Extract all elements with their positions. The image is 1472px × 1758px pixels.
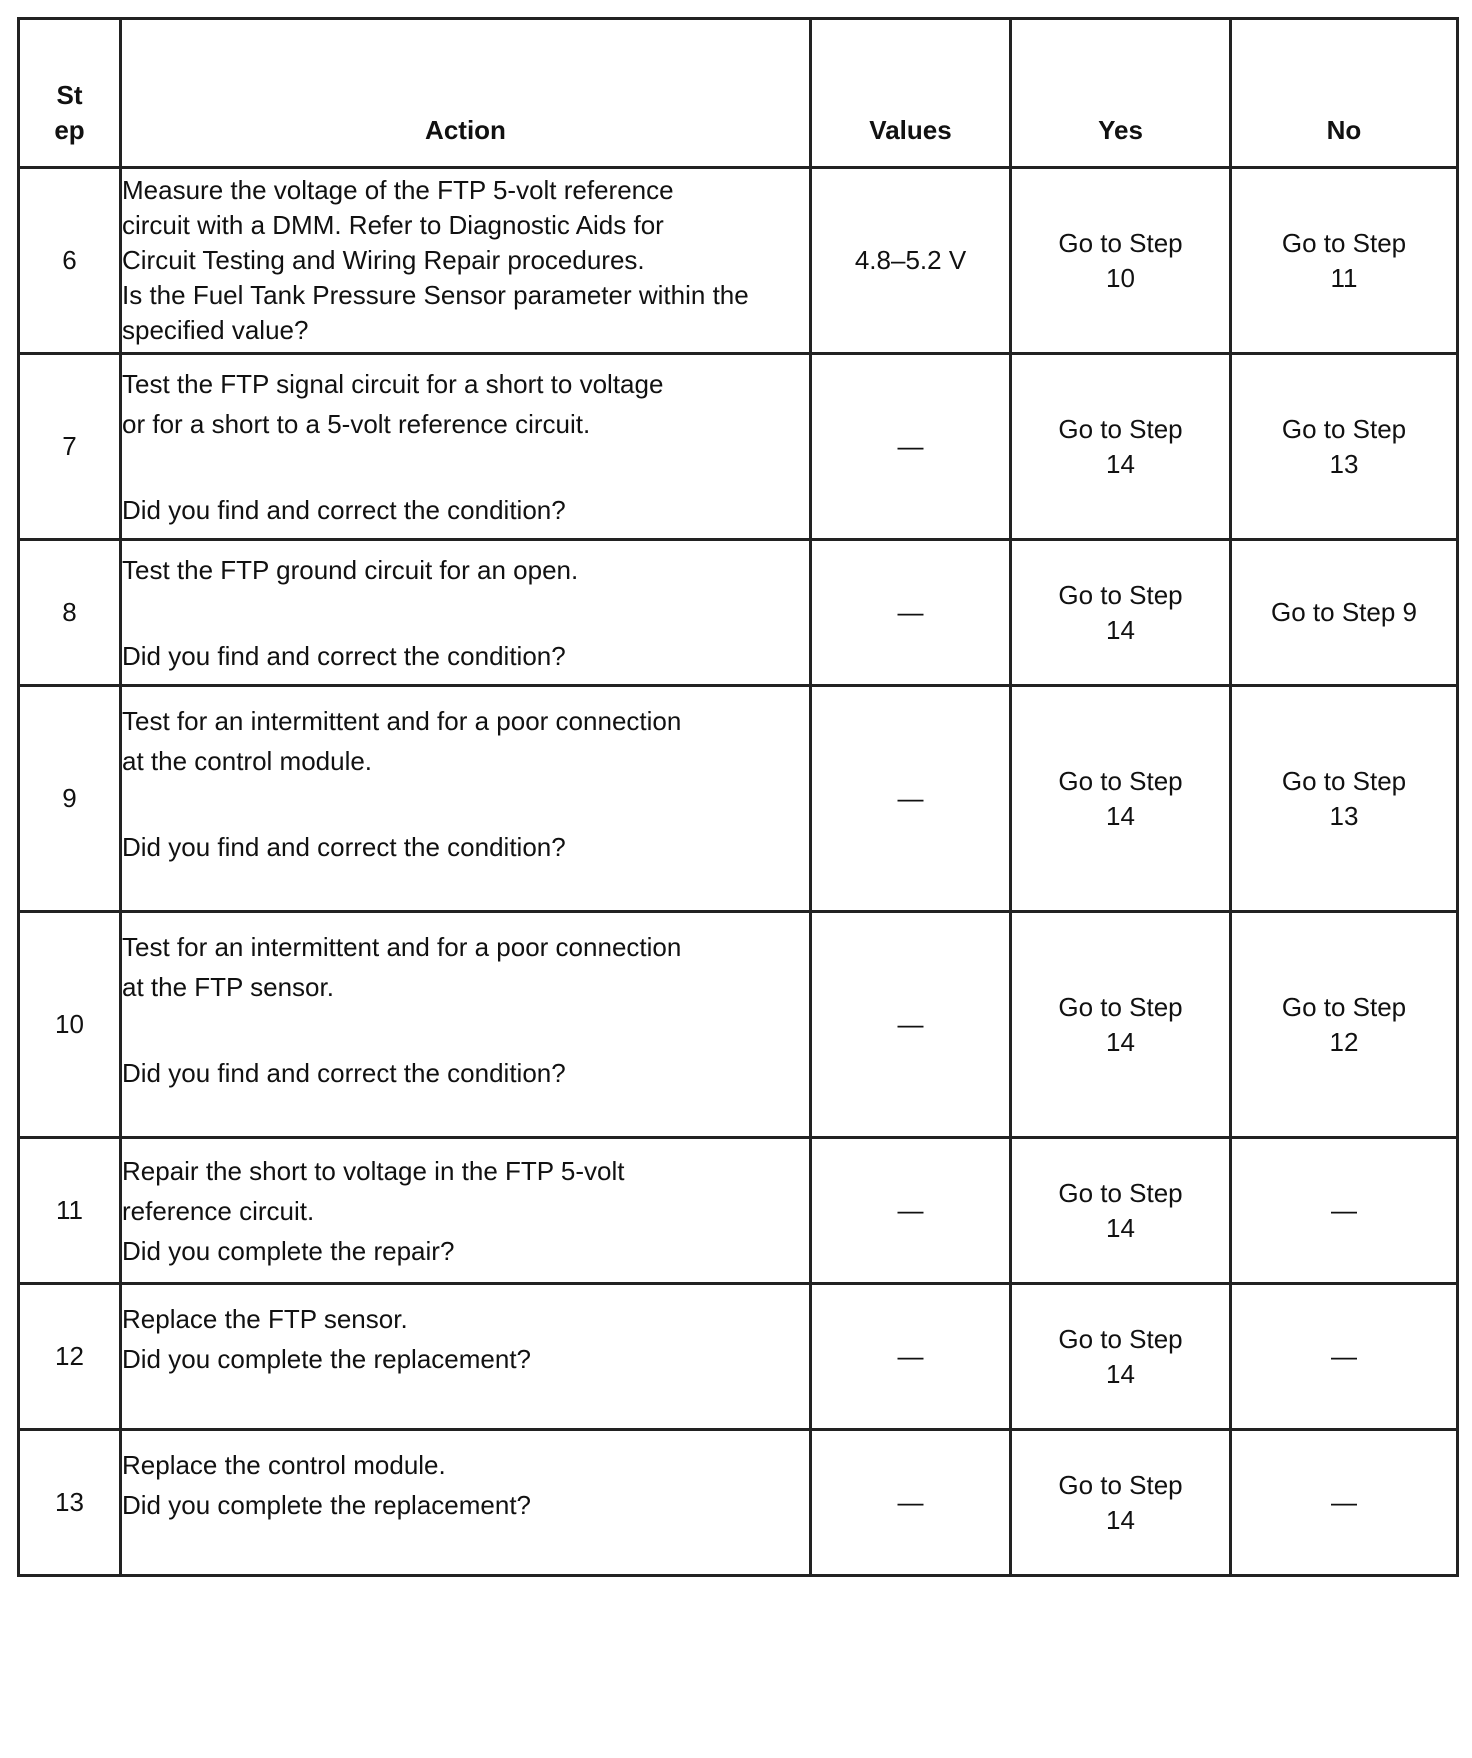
action-line: or for a short to a 5-volt reference circuit. xyxy=(122,408,591,439)
action-line: Measure the voltage of the FTP 5-volt reference xyxy=(122,175,674,205)
yes-line: Go to Step xyxy=(1058,413,1183,444)
step-number: 10 xyxy=(19,912,121,1138)
action-line: Is the Fuel Tank Pressure Sensor parameter within the xyxy=(122,280,749,310)
action-cell xyxy=(121,1138,811,1284)
step-number: 11 xyxy=(19,1138,121,1284)
value-cell: 4.8–5.2 V xyxy=(811,168,1011,354)
no-line: Go to Step xyxy=(1281,413,1407,444)
no-line: Go to Step 9 xyxy=(1271,597,1417,627)
yes-step: 14 xyxy=(1106,1504,1135,1535)
step-number: 13 xyxy=(19,1430,121,1576)
value-cell: — xyxy=(811,912,1011,1138)
action-line: circuit with a DMM. Refer to Diagnostic Aids for xyxy=(122,210,664,240)
action-line: Did you find and correct the condition? xyxy=(122,1058,566,1088)
value-cell: — xyxy=(811,540,1011,686)
action-line: Did you find and correct the condition? xyxy=(122,832,566,862)
action-line: Test for an intermittent and for a poor connection xyxy=(122,706,682,736)
yes-cell xyxy=(1011,354,1231,540)
yes-step: 14 xyxy=(1106,448,1135,479)
step-number: 6 xyxy=(19,168,121,354)
action-cell xyxy=(121,168,811,354)
action-line: Did you find and correct the condition? xyxy=(122,640,566,671)
action-line: Test the FTP signal circuit for a short to voltage xyxy=(122,368,664,399)
no-cell xyxy=(1231,686,1458,912)
action-cell xyxy=(121,1284,811,1430)
yes-cell xyxy=(1011,686,1231,912)
table-row xyxy=(19,1138,1458,1284)
no-line: Go to Step xyxy=(1281,765,1407,796)
yes-line: Go to Step xyxy=(1058,227,1183,258)
yes-cell xyxy=(1011,540,1231,686)
yes-step: 14 xyxy=(1106,1212,1135,1243)
action-line: Test the FTP ground circuit for an open. xyxy=(122,554,579,585)
action-line: reference circuit. xyxy=(122,1195,315,1226)
yes-cell xyxy=(1011,1284,1231,1430)
action-line: at the FTP sensor. xyxy=(122,972,334,1002)
no-step: 13 xyxy=(1329,800,1359,831)
step-number: 7 xyxy=(19,354,121,540)
no-cell xyxy=(1231,1138,1458,1284)
action-line: Replace the control module. xyxy=(122,1450,446,1480)
header-action: Action xyxy=(121,19,811,168)
no-cell xyxy=(1231,912,1458,1138)
yes-cell xyxy=(1011,1138,1231,1284)
spacer xyxy=(122,444,809,490)
action-cell xyxy=(121,354,811,540)
action-line: Repair the short to voltage in the FTP 5-volt xyxy=(122,1155,625,1186)
yes-line: Go to Step xyxy=(1058,991,1183,1022)
no-line: — xyxy=(1331,1487,1357,1517)
yes-cell xyxy=(1011,168,1231,354)
table-row xyxy=(19,540,1458,686)
value-cell: — xyxy=(811,354,1011,540)
header-step-line-2: ep xyxy=(54,115,85,145)
step-number: 8 xyxy=(19,540,121,686)
yes-line: Go to Step xyxy=(1058,1323,1183,1354)
no-line: — xyxy=(1331,1195,1357,1225)
header-yes: Yes xyxy=(1011,19,1231,168)
no-line: — xyxy=(1331,1341,1357,1371)
no-cell xyxy=(1231,168,1458,354)
action-line: at the control module. xyxy=(122,746,373,776)
action-cell xyxy=(121,912,811,1138)
yes-cell xyxy=(1011,912,1231,1138)
header-values: Values xyxy=(811,19,1011,168)
no-cell xyxy=(1231,354,1458,540)
action-line: Did you complete the repair? xyxy=(122,1235,455,1266)
no-cell xyxy=(1231,1430,1458,1576)
table-row xyxy=(19,168,1458,354)
no-step: 12 xyxy=(1329,1026,1359,1057)
action-cell xyxy=(121,540,811,686)
yes-line: Go to Step xyxy=(1058,579,1183,610)
no-step: 11 xyxy=(1330,262,1358,293)
action-line: Did you find and correct the condition? xyxy=(122,494,566,525)
header-step xyxy=(19,19,121,168)
yes-line: Go to Step xyxy=(1058,765,1183,796)
action-cell xyxy=(121,1430,811,1576)
diagnostic-table xyxy=(17,17,1459,1577)
spacer xyxy=(122,1007,809,1053)
yes-step: 14 xyxy=(1106,1026,1135,1057)
yes-line: Go to Step xyxy=(1058,1469,1183,1500)
value-cell: — xyxy=(811,686,1011,912)
yes-cell xyxy=(1011,1430,1231,1576)
no-cell xyxy=(1231,540,1458,686)
yes-line: Go to Step xyxy=(1058,1177,1183,1208)
table-row xyxy=(19,1430,1458,1576)
no-step: 13 xyxy=(1329,448,1359,479)
yes-step: 14 xyxy=(1106,1358,1135,1389)
yes-step: 10 xyxy=(1106,262,1135,293)
value-cell: — xyxy=(811,1284,1011,1430)
action-line: Did you complete the replacement? xyxy=(122,1490,532,1520)
header-no: No xyxy=(1231,19,1458,168)
no-cell xyxy=(1231,1284,1458,1430)
no-line: Go to Step xyxy=(1281,991,1407,1022)
value-cell: — xyxy=(811,1430,1011,1576)
header-row xyxy=(19,19,1458,168)
action-line: Test for an intermittent and for a poor connection xyxy=(122,932,682,962)
yes-step: 14 xyxy=(1106,800,1135,831)
step-number: 9 xyxy=(19,686,121,912)
action-line: Did you complete the replacement? xyxy=(122,1344,532,1374)
spacer xyxy=(122,590,809,636)
action-cell xyxy=(121,686,811,912)
table-row xyxy=(19,912,1458,1138)
table-row xyxy=(19,686,1458,912)
action-line: Replace the FTP sensor. xyxy=(122,1304,408,1334)
header-step-line-1: St xyxy=(56,80,83,110)
action-line: specified value? xyxy=(122,315,309,345)
spacer xyxy=(122,781,809,827)
yes-step: 14 xyxy=(1106,614,1135,645)
value-cell: — xyxy=(811,1138,1011,1284)
action-line: Circuit Testing and Wiring Repair procedures. xyxy=(122,245,645,275)
no-line: Go to Step xyxy=(1281,227,1407,258)
table-row xyxy=(19,354,1458,540)
table-row xyxy=(19,1284,1458,1430)
step-number: 12 xyxy=(19,1284,121,1430)
